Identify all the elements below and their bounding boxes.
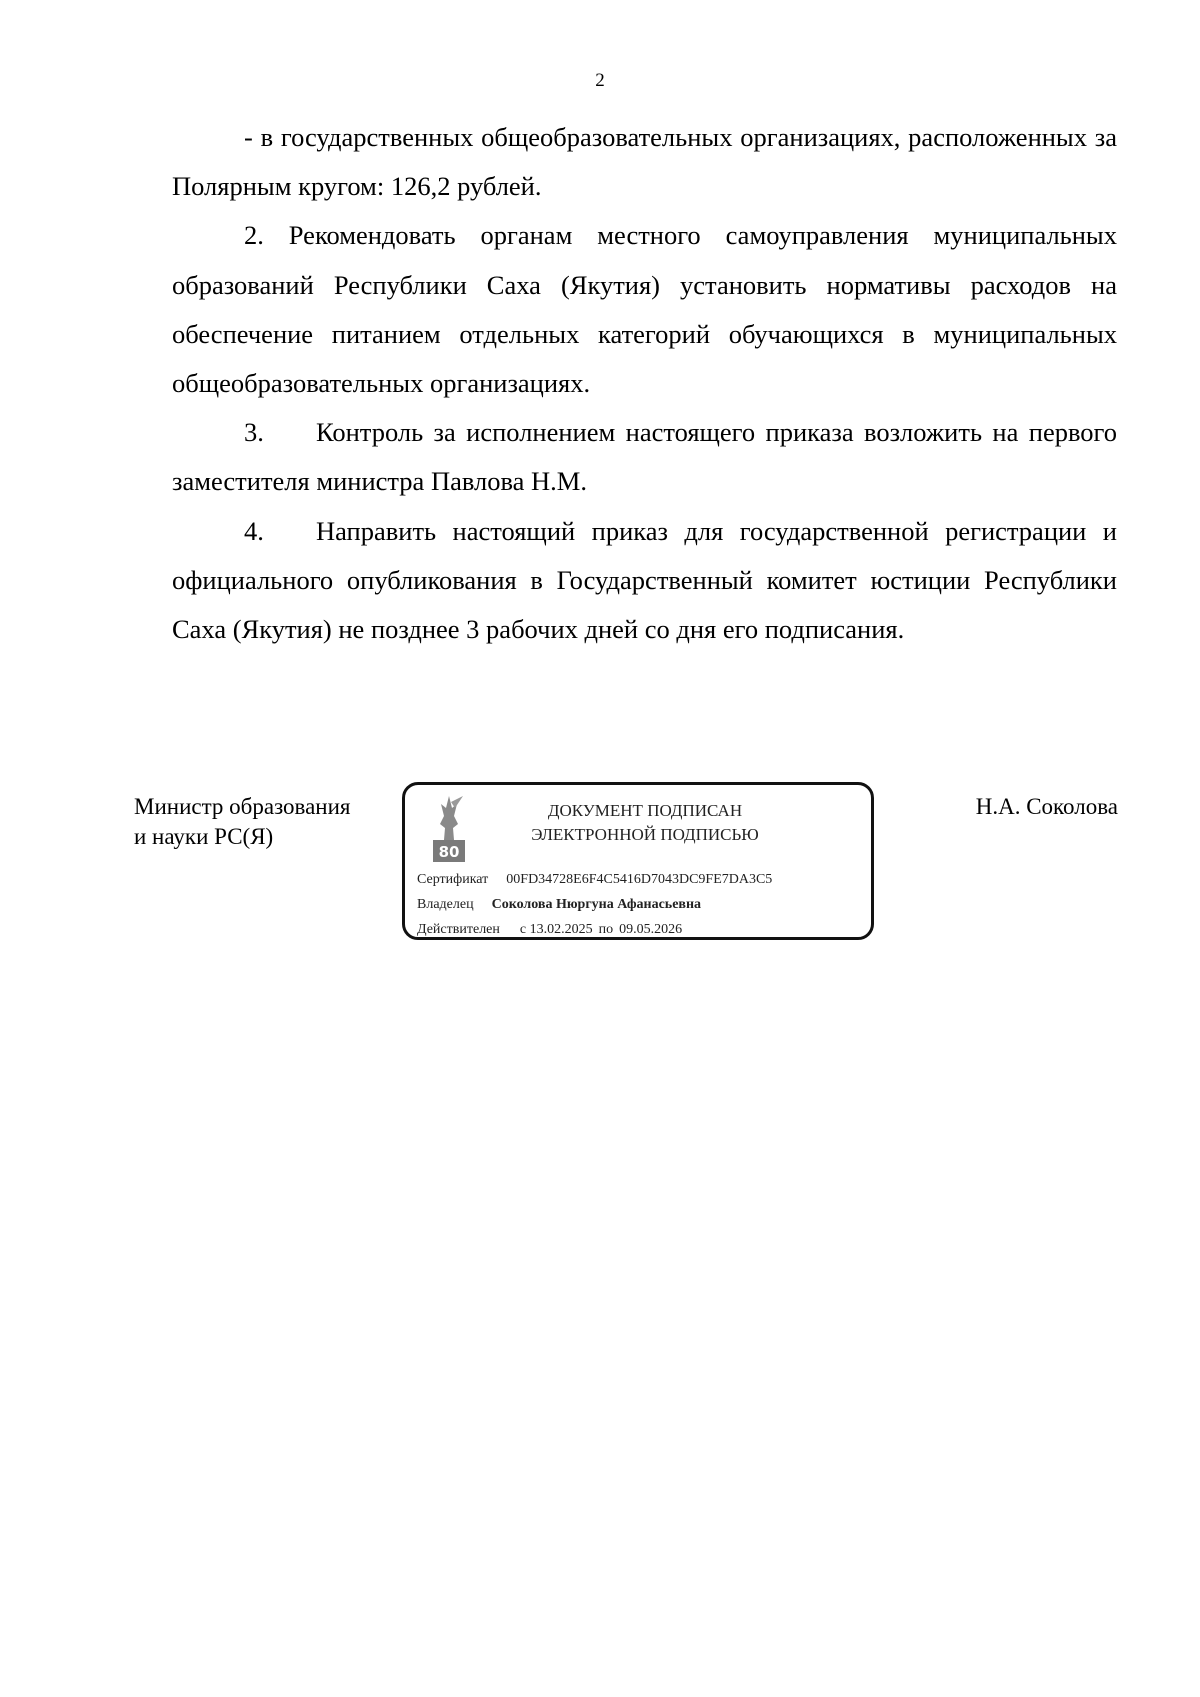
owner-label: Владелец (417, 897, 474, 912)
valid-to-prefix: по (598, 922, 614, 937)
stamp-heading-line2: ЭЛЕКТРОННОЙ ПОДПИСЬЮ (531, 825, 759, 844)
emblem-text: 80 (438, 843, 460, 861)
validity-label: Действителен (417, 922, 500, 937)
owner-value: Соколова Нюргуна Афанасьевна (491, 897, 702, 912)
stamp-owner-row (417, 897, 701, 913)
paragraph-text: Направить настоящий приказ для государственной регистрации и официального опубликования в Государственный комитет юстиции Республики Саха (Якутия) не позднее 3 рабочих дней со дня его подписания. (172, 515, 1117, 645)
valid-from-prefix: с (519, 922, 527, 937)
electronic-signature-stamp (402, 782, 874, 940)
paragraph-2-recommendation (172, 211, 1117, 408)
page-number: 2 (595, 70, 605, 91)
certificate-value: 00FD34728E6F4C5416D7043DC9FE7DA3C5 (506, 872, 773, 887)
valid-from-date: 13.02.2025 (529, 922, 593, 937)
paragraph-number: 3. (244, 417, 264, 448)
paragraph-number: 4. (244, 515, 264, 546)
stamp-heading-line1: ДОКУМЕНТ ПОДПИСАН (547, 801, 743, 820)
signer-name: Н.А. Соколова (975, 794, 1118, 819)
signer-title (134, 792, 351, 852)
signer-title-line2: и науки РС(Я) (134, 824, 274, 849)
valid-to-date: 09.05.2026 (619, 922, 683, 937)
signer-title-line1: Министр образования (134, 794, 351, 819)
paragraph-3-control (172, 408, 1117, 506)
stamp-certificate-row (417, 872, 772, 888)
certificate-label: Сертификат (417, 872, 489, 887)
paragraph-text: 2. Рекомендовать органам местного самоуправления муниципальных образований Республики Саха (Якутия) установить нормативы расходов на обеспечение питанием отдельных категорий обучающихся в муниципальных общеобразовательных организациях. (172, 220, 1117, 399)
stamp-heading (495, 799, 795, 847)
paragraph-4-registration (172, 507, 1117, 655)
paragraph-text: Контроль за исполнением настоящего приказа возложить на первого заместителя министра Павлова Н.М. (172, 417, 1117, 497)
victory-80-emblem-icon (427, 794, 471, 866)
signature-block (0, 782, 1200, 962)
paragraph-bullet-polar (172, 113, 1117, 211)
document-body (172, 113, 1117, 654)
stamp-validity-row (417, 922, 682, 938)
paragraph-text: - в государственных общеобразовательных организациях, расположенных за Полярным кругом: 126,2 рублей. (172, 122, 1117, 202)
